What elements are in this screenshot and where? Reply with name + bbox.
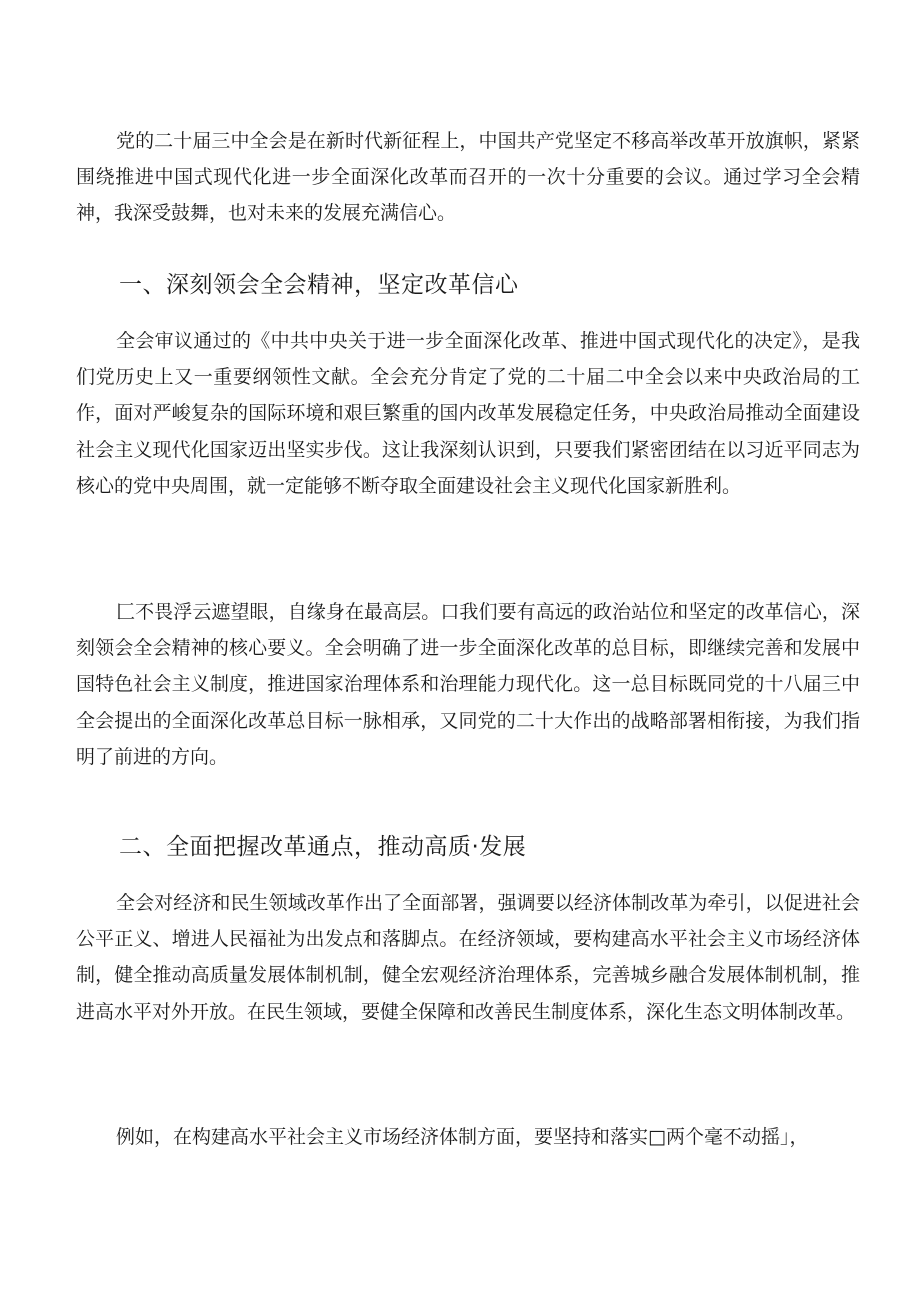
paragraph-example: 例如，在构建高水平社会主义市场经济体制方面，要坚持和落实□两个毫不动摇」，	[116, 1126, 809, 1148]
paragraph-vision: 匚不畏浮云遮望眼，自缘身在最高层。口我们要有高远的政治站位和坚定的改革信心，深刻领会全会精神的核心要义。全会明确了进一步全面深化改革的总目标，即继续完善和发展中国特色社会主义制度，推进国家治理体系和治理能力现代化。这一总目标既同党的十八届三中全会提出的全面深化改革总目标一脉相承，又同党的二十大作出的战略部署相衔接，为我们指明了前进的方向。	[76, 601, 860, 768]
section-heading-1: 一、深刻领会全会精神，坚定改革信心	[119, 272, 519, 298]
paragraph-reform-areas: 全会对经济和民生领域改革作出了全面部署，强调要以经济体制改革为牵引，以促进社会公平正义、增进人民福祉为出发点和落脚点。在经济领域，要构建高水平社会主义市场经济体制，健全推动高质量发展体制机制，健全宏观经济治理体系，完善城乡融合发展体制机制，推进高水平对外开放。在民生领域，要健全保障和改善民生制度体系，深化生态文明体制改革。	[76, 892, 860, 1023]
section-heading-2: 二、全面把握改革通点，推动高质·发展	[119, 834, 527, 860]
paragraph-resolution: 全会审议通过的《中共中央关于进一步全面深化改革、推进中国式现代化的决定》，是我们党历史上又一重要纲领性文献。全会充分肯定了党的二十届二中全会以来中央政治局的工作，面对严峻复杂的国际环境和艰巨繁重的国内改革发展稳定任务，中央政治局推动全面建设社会主义现代化国家迈出坚实步伐。这让我深刻认识到，只要我们紧密团结在以习近平同志为核心的党中央周围，就一定能够不断夺取全面建设社会主义现代化国家新胜利。	[76, 330, 860, 497]
paragraph-intro: 党的二十届三中全会是在新时代新征程上，中国共产党坚定不移高举改革开放旗帜，紧紧围绕推进中国式现代化进一步全面深化改革而召开的一次十分重要的会议。通过学习全会精神，我深受鼓舞，也对未来的发展充满信心。	[76, 130, 860, 225]
